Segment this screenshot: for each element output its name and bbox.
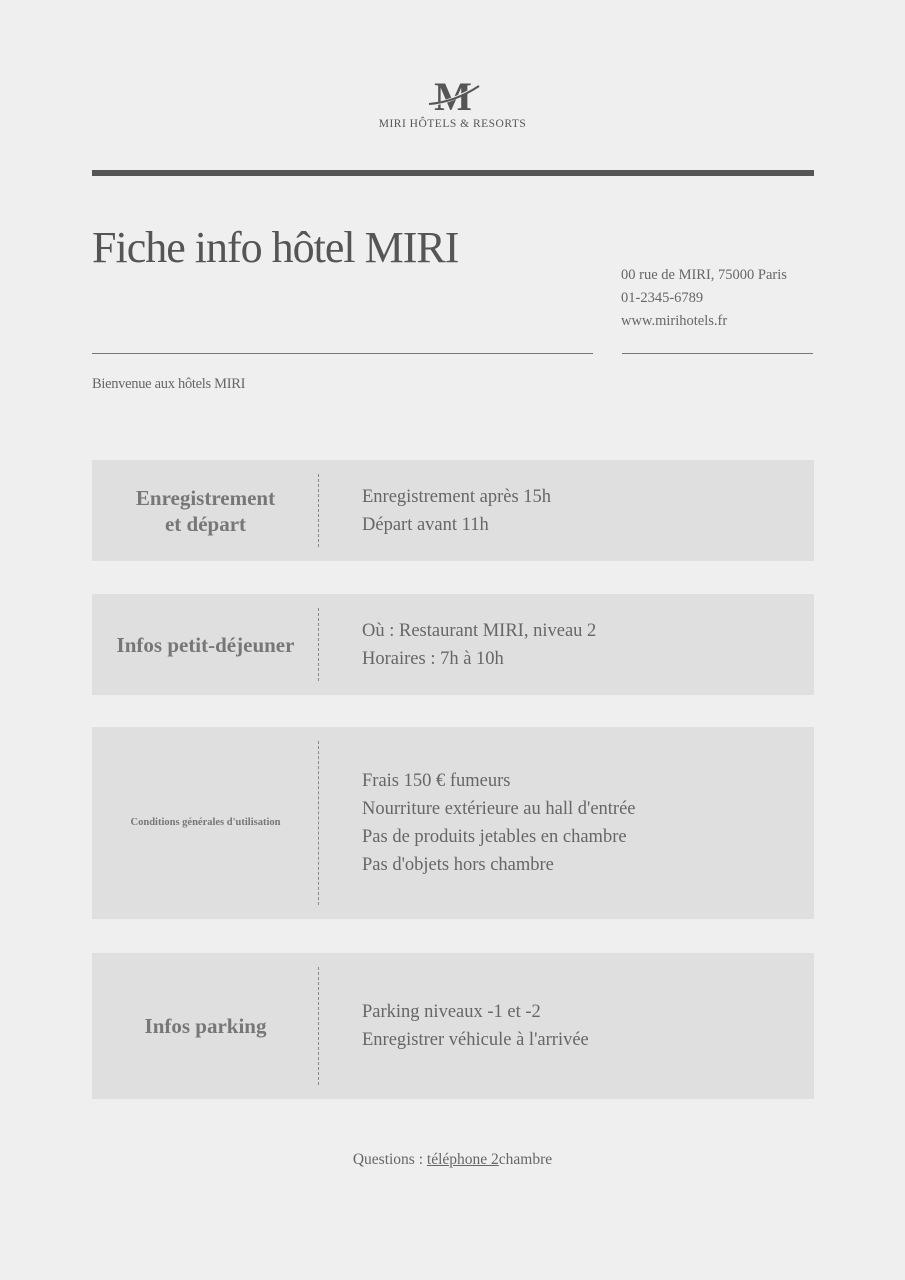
website: www.mirihotels.fr xyxy=(621,313,728,329)
svg-text:M: M xyxy=(433,76,472,112)
footer-prefix: Questions : xyxy=(352,1151,427,1168)
divider xyxy=(92,353,593,354)
dashed-separator xyxy=(318,474,319,547)
phone: 01-2345-6789 xyxy=(621,290,704,306)
brand-name: MIRI HÔTELS & RESORTS xyxy=(378,118,527,130)
section-content: Parking niveaux -1 et -2 Enregistrer véhicule à l'arrivée xyxy=(362,1002,589,1050)
phone-link[interactable]: téléphone 2 xyxy=(426,1151,499,1168)
section-label: Infos petit-déjeuner xyxy=(116,632,295,657)
footer xyxy=(0,1151,905,1169)
section-label: Infos parking xyxy=(144,1014,267,1038)
logo xyxy=(0,76,905,130)
footer-suffix: chambre xyxy=(498,1151,553,1168)
miri-logo-icon xyxy=(423,76,483,112)
section-content: Enregistrement après 15h Départ avant 11h xyxy=(362,486,552,535)
section-label: Conditions générales d'utilisation xyxy=(130,817,281,828)
section-parking xyxy=(92,953,814,1099)
page-title: Fiche info hôtel MIRI xyxy=(92,223,459,272)
section-checkin xyxy=(92,460,814,561)
address: 00 rue de MIRI, 75000 Paris xyxy=(621,267,787,283)
header-divider xyxy=(92,170,814,176)
section-content: Frais 150 € fumeurs Nourriture extérieure au hall d'entrée Pas de produits jetables en chambre Pas d'objets hors chambre xyxy=(362,771,636,875)
section-content: Où : Restaurant MIRI, niveau 2 Horaires : 7h à 10h xyxy=(362,620,597,669)
welcome-text: Bienvenue aux hôtels MIRI xyxy=(92,376,246,392)
section-terms xyxy=(92,727,814,919)
dashed-separator xyxy=(318,741,319,905)
section-breakfast xyxy=(92,594,814,695)
section-label: Enregistrement et départ xyxy=(135,485,276,536)
divider xyxy=(622,353,813,354)
contact-info xyxy=(621,264,787,333)
dashed-separator xyxy=(318,608,319,681)
dashed-separator xyxy=(318,967,319,1085)
